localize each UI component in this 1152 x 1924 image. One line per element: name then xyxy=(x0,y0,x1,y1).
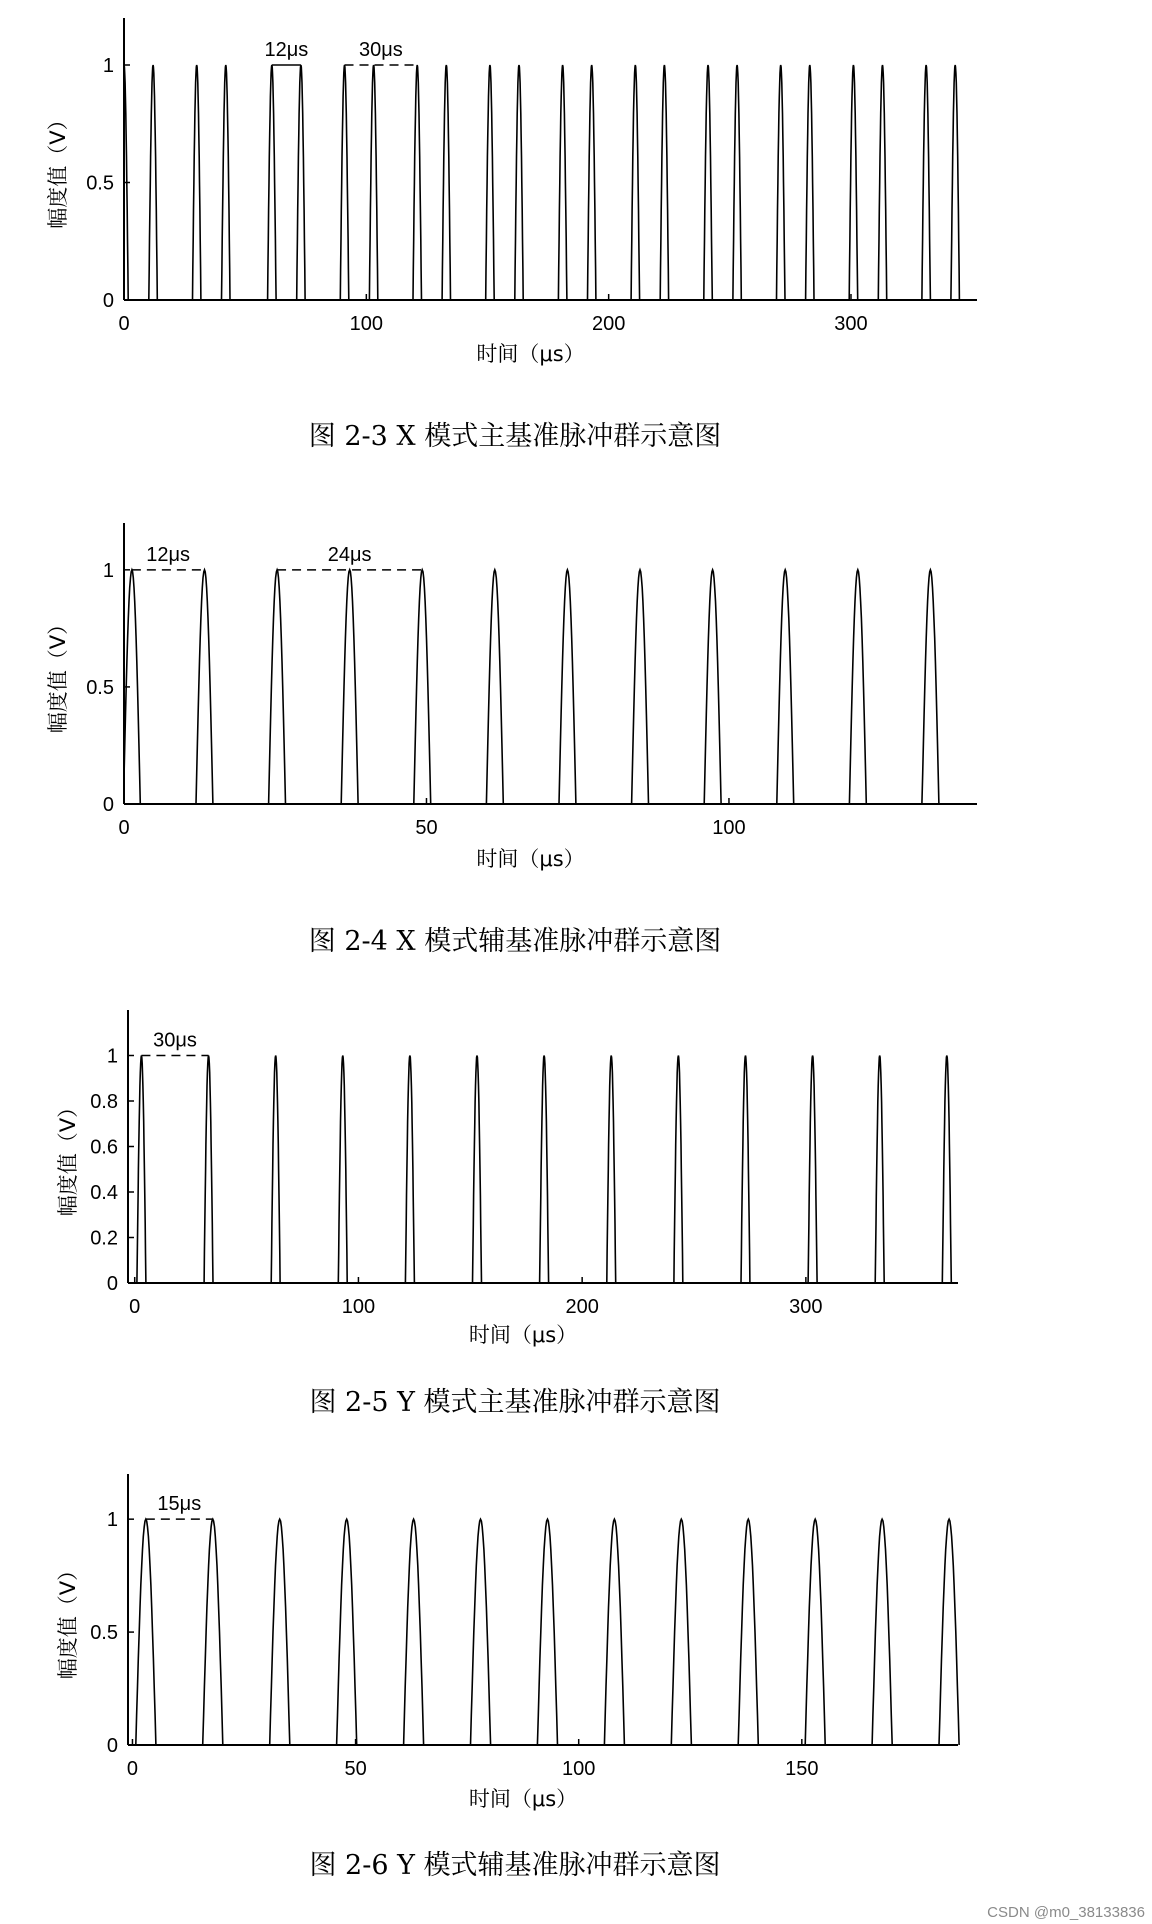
pulse-mark xyxy=(193,65,201,300)
y-tick-label: 1 xyxy=(106,1045,118,1068)
x-tick-label: 100 xyxy=(712,817,746,839)
pulse-mark xyxy=(939,1519,959,1745)
x-tick-label: 0 xyxy=(126,1758,139,1780)
pulse-mark xyxy=(486,65,495,300)
pulse-mark xyxy=(588,65,596,300)
pulse-mark xyxy=(805,1519,825,1745)
pulse-mark xyxy=(137,1056,146,1284)
pulse-mark xyxy=(660,65,668,300)
y-tick-label: 0.4 xyxy=(90,1182,118,1204)
x-tick-label: 150 xyxy=(785,1758,819,1780)
pulse-mark xyxy=(951,65,960,300)
pulse-mark xyxy=(704,570,721,804)
figure-caption: 图 2-4 X 模式辅基准脉冲群示意图 xyxy=(308,926,722,957)
pulse-mark xyxy=(471,1519,491,1745)
pulse-mark xyxy=(777,65,786,300)
y-axis-label: 幅度值（V） xyxy=(46,109,70,229)
pulse-mark xyxy=(124,570,140,804)
pulse-mark xyxy=(268,65,277,300)
pulse-mark xyxy=(405,1056,414,1284)
pulse-mark xyxy=(942,1056,951,1284)
figure-caption: 图 2-5 Y 模式主基准脉冲群示意图 xyxy=(309,1387,721,1418)
pulse-mark xyxy=(271,1056,280,1284)
pulse-mark xyxy=(270,1519,290,1745)
y-tick-label: 0.5 xyxy=(86,172,114,195)
x-tick-label: 100 xyxy=(341,1296,376,1318)
interval-annotation-label: 30μs xyxy=(153,1029,197,1052)
pulse-mark xyxy=(604,1519,624,1745)
x-axis-label: 时间（μs） xyxy=(476,342,585,366)
pulse-mark xyxy=(515,65,523,300)
x-tick-label: 0 xyxy=(118,817,130,839)
x-tick-label: 0 xyxy=(118,313,130,335)
pulse-mark xyxy=(297,65,305,300)
pulse-mark xyxy=(414,570,431,804)
pulse-mark xyxy=(806,65,814,300)
y-tick-label: 0 xyxy=(106,1735,118,1757)
pulse-mark xyxy=(338,1056,347,1284)
x-tick-label: 100 xyxy=(562,1758,596,1780)
pulse-mark xyxy=(404,1519,424,1745)
pulse-mark xyxy=(849,570,866,804)
pulse-mark xyxy=(537,1519,557,1745)
pulse-mark xyxy=(808,1056,817,1284)
y-tick-label: 1 xyxy=(106,1509,118,1532)
pulse-mark xyxy=(558,65,567,300)
pulse-mark xyxy=(442,65,450,300)
y-tick-label: 0.2 xyxy=(90,1227,118,1250)
pulse-mark xyxy=(777,570,794,804)
pulse-mark xyxy=(875,1056,884,1284)
x-tick-label: 300 xyxy=(834,313,868,335)
interval-annotation-label: 12μs xyxy=(146,543,191,566)
pulse-mark xyxy=(704,65,713,300)
interval-annotation-label: 30μs xyxy=(358,39,403,61)
y-tick-label: 0.5 xyxy=(86,676,114,699)
y-tick-label: 0.6 xyxy=(90,1136,118,1159)
pulse-mark xyxy=(413,65,422,300)
pulse-mark xyxy=(849,65,858,300)
y-tick-label: 0 xyxy=(102,290,114,312)
pulse-mark xyxy=(922,570,939,804)
pulse-mark xyxy=(149,65,158,300)
y-axis-label: 幅度值（V） xyxy=(56,1559,80,1680)
x-tick-label: 100 xyxy=(349,313,384,335)
y-axis-label: 幅度值（V） xyxy=(56,1096,80,1217)
x-tick-label: 300 xyxy=(789,1296,823,1318)
pulse-mark xyxy=(631,65,640,300)
watermark: CSDN @m0_38133836 xyxy=(987,1904,1145,1921)
pulse-mark xyxy=(671,1519,691,1745)
x-tick-label: 50 xyxy=(344,1758,367,1780)
y-axis-label: 幅度值（V） xyxy=(46,613,70,734)
pulse-mark xyxy=(473,1056,482,1284)
interval-annotation-label: 15μs xyxy=(157,1493,202,1516)
pulse-mark xyxy=(872,1519,892,1745)
interval-annotation-label: 12μs xyxy=(264,39,309,61)
pulse-mark xyxy=(607,1056,616,1284)
y-tick-label: 0.8 xyxy=(90,1091,118,1113)
pulse-mark xyxy=(733,65,741,300)
x-tick-label: 50 xyxy=(415,817,438,839)
x-tick-label: 0 xyxy=(129,1296,141,1318)
pulse-mark xyxy=(741,1056,750,1284)
pulse-mark xyxy=(341,570,358,804)
pulse-mark xyxy=(738,1519,758,1745)
pulse-mark xyxy=(922,65,931,300)
y-tick-label: 1 xyxy=(102,559,114,582)
pulse-mark xyxy=(337,1519,357,1745)
interval-annotation-label: 24μs xyxy=(327,543,372,566)
y-tick-label: 0 xyxy=(106,1273,118,1295)
pulse-mark xyxy=(878,65,886,300)
pulse-mark xyxy=(540,1056,549,1284)
x-tick-label: 200 xyxy=(591,313,626,335)
chart-2 xyxy=(46,523,977,957)
x-axis-label: 时间（μs） xyxy=(476,847,585,871)
chart-3 xyxy=(56,1010,958,1418)
pulse-mark xyxy=(204,1056,213,1284)
pulse-mark xyxy=(269,570,286,804)
x-axis-label: 时间（μs） xyxy=(468,1323,578,1347)
pulse-mark xyxy=(203,1519,223,1745)
pulse-mark xyxy=(674,1056,683,1284)
pulse-mark xyxy=(222,65,231,300)
pulse-mark xyxy=(486,570,503,804)
y-tick-label: 0 xyxy=(102,794,114,816)
y-tick-label: 1 xyxy=(102,55,114,77)
pulse-mark xyxy=(632,570,649,804)
figure-caption: 图 2-3 X 模式主基准脉冲群示意图 xyxy=(308,421,722,452)
pulse-mark xyxy=(559,570,576,804)
x-axis-label: 时间（μs） xyxy=(468,1787,578,1811)
figure-caption: 图 2-6 Y 模式辅基准脉冲群示意图 xyxy=(309,1850,721,1881)
y-tick-label: 0.5 xyxy=(90,1622,118,1645)
chart-1 xyxy=(46,18,977,452)
pulse-mark xyxy=(340,65,349,300)
pulse-mark xyxy=(369,65,377,300)
pulse-mark xyxy=(196,570,213,804)
pulse-mark xyxy=(136,1519,156,1745)
x-tick-label: 200 xyxy=(565,1296,599,1318)
pulse-mark xyxy=(124,65,128,300)
chart-4 xyxy=(56,1474,959,1881)
